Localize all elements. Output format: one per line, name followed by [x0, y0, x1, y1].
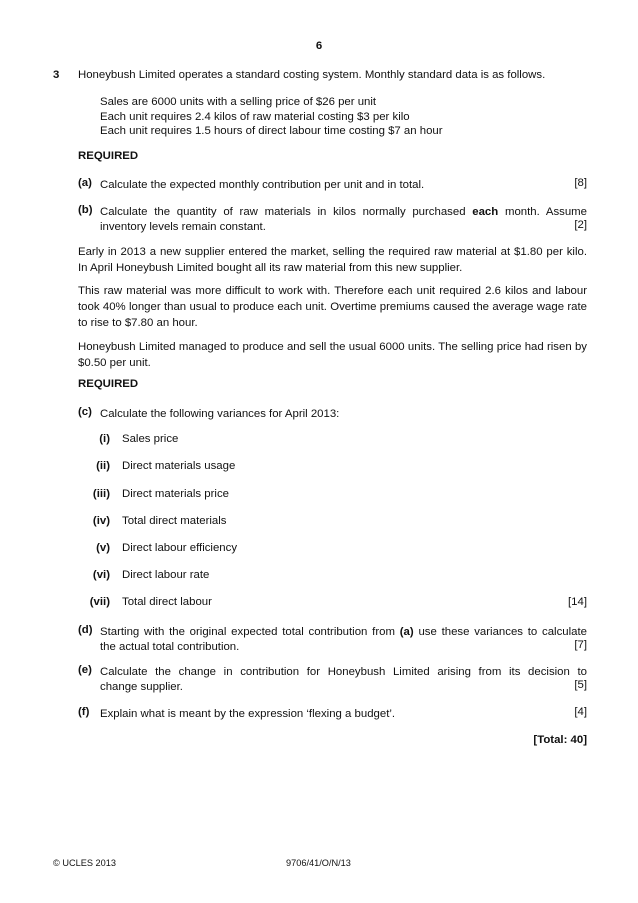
sub-part-label: (v): [96, 542, 110, 554]
part-label: (b): [78, 204, 93, 216]
scenario-paragraph: Early in 2013 a new supplier entered the market, selling the required raw material at $1.80 per kilo. In April Honeybush Limited bought all its raw material from this new supplier.: [78, 246, 587, 274]
mark-allocation: [4]: [574, 706, 587, 718]
required-heading: REQUIRED: [78, 378, 139, 390]
mark-allocation: [14]: [568, 596, 587, 608]
part-label: (d): [78, 624, 93, 636]
standard-data-line: Each unit requires 2.4 kilos of raw material costing $3 per kilo: [100, 110, 410, 123]
total-marks: [Total: 40]: [533, 734, 587, 746]
sub-part-text: Direct materials price: [122, 488, 229, 500]
footer-copyright: © UCLES 2013: [53, 858, 116, 868]
part-text-line: change supplier.: [100, 681, 183, 693]
part-label: (e): [78, 664, 92, 676]
part-label: (f): [78, 706, 90, 718]
part-text: Calculate the expected monthly contribution per unit and in total.: [100, 179, 425, 191]
footer-paper-code: 9706/41/O/N/13: [286, 858, 351, 868]
part-text-line: the actual total contribution.: [100, 641, 240, 653]
question-number: 3: [53, 69, 60, 81]
sub-part-text: Direct labour efficiency: [122, 542, 238, 554]
sub-part-text: Total direct labour: [122, 596, 212, 608]
sub-part-label: (iii): [92, 488, 110, 500]
question-intro: Honeybush Limited operates a standard costing system. Monthly standard data is as follows.: [78, 69, 546, 81]
sub-part-label: (vii): [89, 596, 110, 608]
part-text-line: inventory levels remain constant.: [100, 221, 266, 233]
part-text-line: Calculate the change in contribution for Honeybush Limited arising from its decision to: [100, 666, 587, 678]
page-number: 6: [315, 40, 323, 52]
sub-part-label: (iv): [92, 515, 110, 527]
part-text-line: Starting with the original expected total contribution from (a) use these variances to calculate: [100, 626, 587, 638]
mark-allocation: [2]: [574, 219, 587, 231]
scenario-paragraph: Honeybush Limited managed to produce and sell the usual 6000 units. The selling price had risen by $0.50 per unit.: [78, 341, 587, 369]
sub-part-label: (ii): [96, 460, 110, 472]
mark-allocation: [7]: [574, 639, 587, 651]
mark-allocation: [5]: [574, 679, 587, 691]
standard-data-line: Each unit requires 1.5 hours of direct labour time costing $7 an hour: [100, 125, 443, 137]
required-heading: REQUIRED: [78, 150, 139, 162]
standard-data-line: Sales are 6000 units with a selling price of $26 per unit: [100, 96, 377, 108]
sub-part-text: Direct materials usage: [122, 460, 236, 472]
standard-data-list: [100, 95, 443, 139]
sub-part-label: (vi): [92, 569, 110, 581]
part-text-line: Calculate the quantity of raw materials in kilos normally purchased each month. Assume: [100, 206, 588, 218]
sub-part-text: Direct labour rate: [122, 569, 210, 581]
sub-part-text: Sales price: [122, 433, 179, 445]
sub-part-label: (i): [99, 433, 110, 445]
part-label: (a): [78, 177, 92, 189]
scenario-paragraph: This raw material was more difficult to work with. Therefore each unit required 2.6 kilos and labour took 40% longer than usual to produce each unit. Overtime premiums caused the average wage rate to rise to $7.80 an hour.: [78, 285, 587, 329]
part-text: Calculate the following variances for April 2013:: [100, 408, 340, 420]
part-label: (c): [78, 406, 92, 418]
part-text: Explain what is meant by the expression ‘flexing a budget’.: [100, 708, 396, 720]
sub-part-text: Total direct materials: [122, 515, 227, 527]
mark-allocation: [8]: [574, 177, 587, 189]
